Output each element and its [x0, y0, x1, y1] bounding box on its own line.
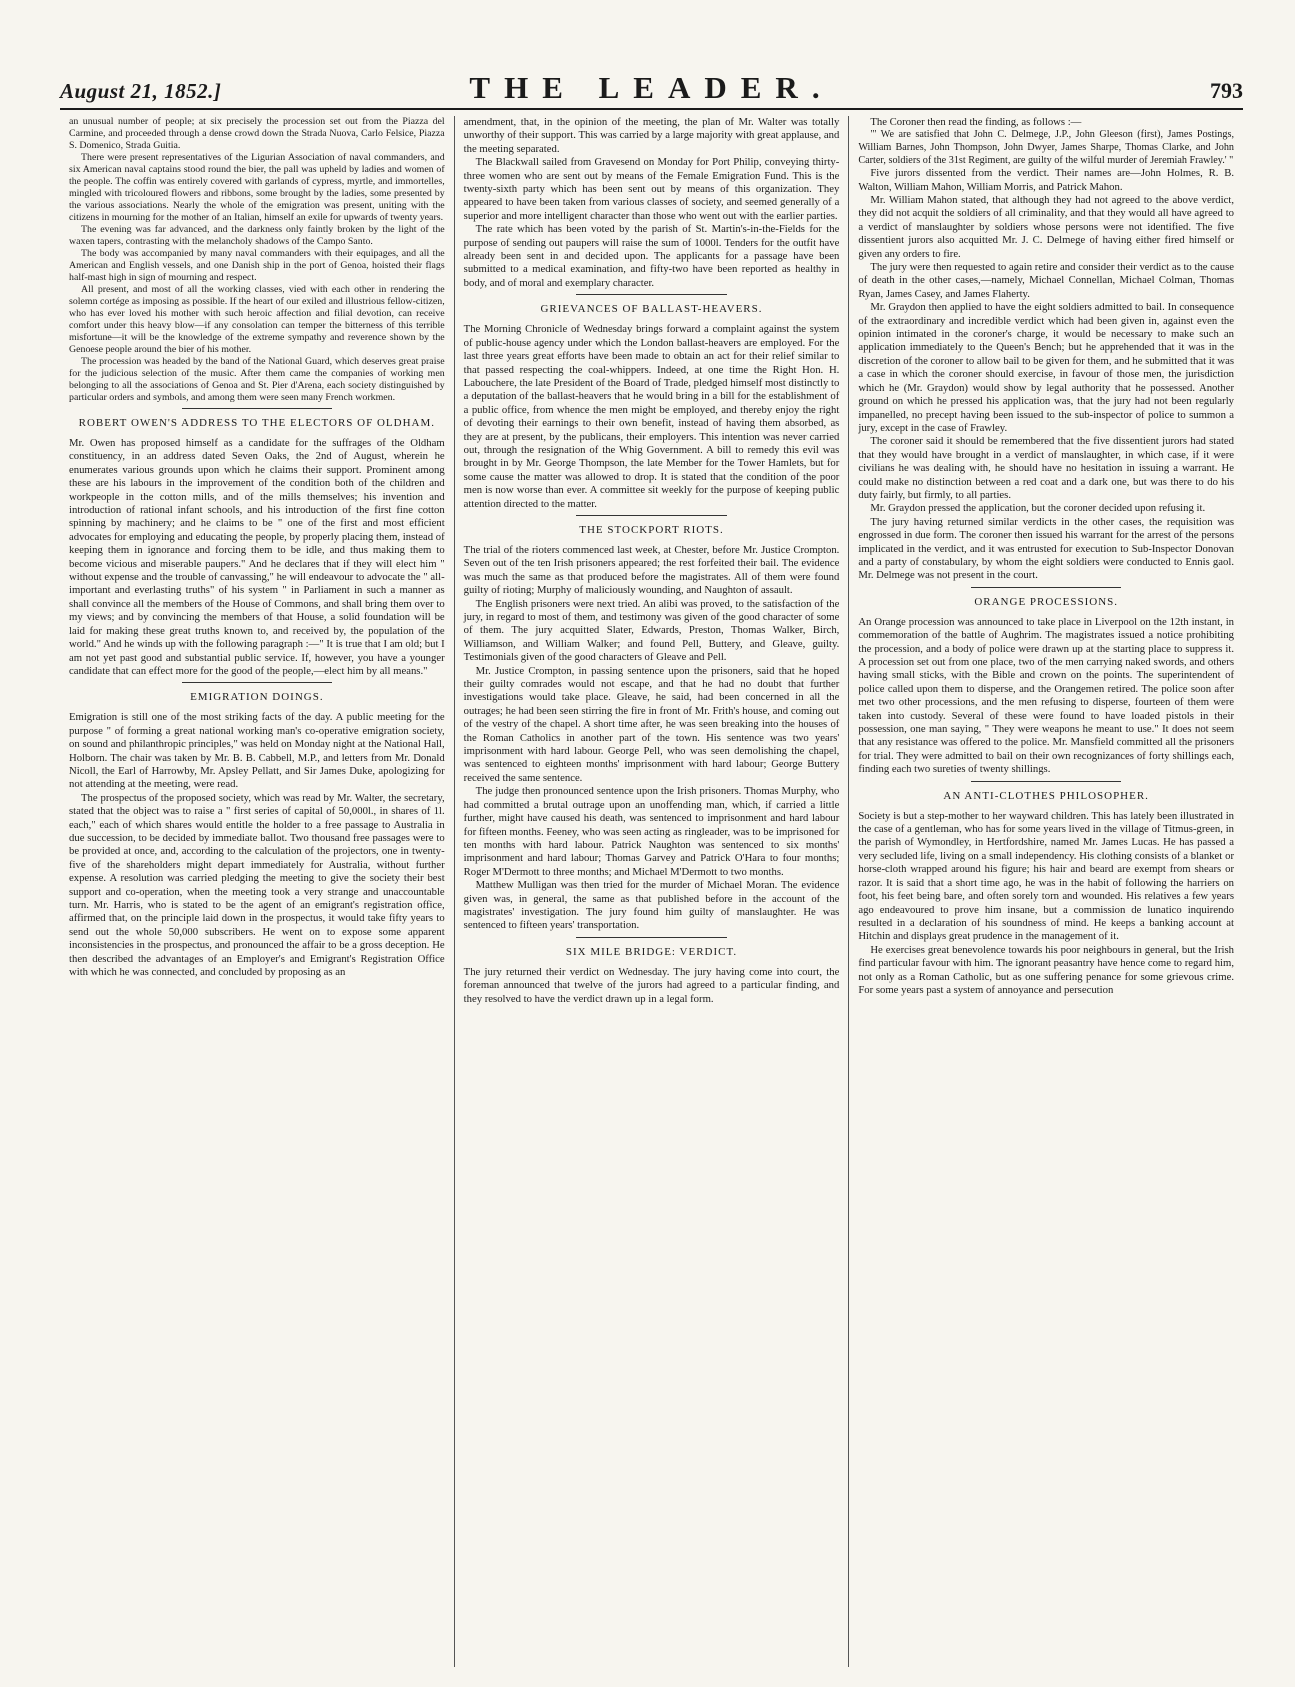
paragraph: The jury having returned similar verdicts in the other cases, the requisition was engrossed in due form. The coroner then issued his warrant for the arrest of the persons implicated in the verdict, and it was entrusted for execution to Sub-Inspector Donovan and a party of constabulary, by whom the eight soldiers were conducted to Ennis gaol. Mr. Delmege was not present in the court. — [858, 515, 1235, 582]
paragraph: The Morning Chronicle of Wednesday brings forward a complaint against the system of public-house agency under which the London ballast-heavers are employed. For the last three years great efforts have been made to obtain an act for their relief similar to that passed respecting the coal-whippers. Indeed, at one time the Right Hon. H. Labouchere, the late President of the Board of Trade, pledged himself most distinctly to a deputation of the ballast-heavers that he would bring in a bill for the establishment of a public office, from whence the men might be employed, and thereby enjoy the right of devoting their earnings to their own benefit, instead of having them absorbed, as they are at present, by the publicans, their employers. This intention was never carried out, through the resignation of the Whig Government. A bill to remedy this evil was brought in by Mr. George Thompson, the late Member for the Tower Hamlets, but for some cause the matter was allowed to drop. It is stated that the condition of the poor men is now worse than ever. A committee sit weekly for the purpose of keeping public attention directed to the matter. — [463, 323, 840, 510]
paragraph: Emigration is still one of the most striking facts of the day. A public meeting for the purpose " of forming a great national working man's co-operative emigration society, on sound and philanthropic principles," was held on Monday night at the National Hall, Holborn. The chair was taken by Mr. B. B. Cabbell, M.P., and letters from Mr. Donald Nicoll, the Earl of Harrowby, Mr. Apsley Pellatt, and Sir James Duke, apologizing for not attending at the meeting, were read. — [69, 711, 445, 791]
divider — [971, 587, 1121, 588]
divider — [182, 682, 332, 683]
paragraph: The jury returned their verdict on Wednesday. The jury having come into court, the foreman announced that twelve of the jurors had agreed to a particular finding, and they resolved to have the verdict drawn up in a legal form. — [463, 965, 840, 1005]
paragraph: He exercises great benevolence towards his poor neighbours in general, but the Irish find particular favour with him. The ignorant peasantry have hence come to regard him, not only as a Roman Catholic, but as one suffering penance for some grievous crime. For some years past a system of annoyance and persecution — [858, 943, 1235, 996]
page-number: 793 — [1210, 78, 1243, 103]
article-heading: THE STOCKPORT RIOTS. — [579, 523, 724, 536]
paragraph: An Orange procession was announced to take place in Liverpool on the 12th instant, in commemoration of the battle of Aughrim. The magistrates issued a notice prohibiting the procession, and a body of police were drawn up at the starting place to suppress it. A procession set out from one place, two of the men carrying naked swords, and others having small sticks, with the Bible and crown on the points. The superintendent of police called upon them to disperse, and the Orangemen retired. The police soon after met two other processions, and the men refusing to disperse, fourteen of them were taken into custody. Several of these were found to have loaded pistols in their possession, one man saying, " They were weapons he meant to use." It does not seem that any resistance was offered to the police. Mr. Mansfield committed all the prisoners for trial. They were admitted to bail on their own recognizances of forty shillings each, finding each two sureties of twenty shillings. — [858, 615, 1235, 776]
verdict-quote: "' We are satisfied that John C. Delmege, J.P., John Gleeson (first), James Postings, William Barnes, John Thompson, John Dwyer, James Sharpe, Thomas Clarke, and John Carter, soldiers of the 31st Regiment, are guilty of the wilful murder of Jeremiah Frawley.' " — [858, 129, 1235, 166]
paragraph: amendment, that, in the opinion of the meeting, the plan of Mr. Walter was totally unworthy of their support. This was carried by a large majority with great applause, and the meeting separated. — [463, 116, 840, 155]
paragraph: an unusual number of people; at six precisely the procession set out from the Piazza del Carmine, and proceeded through a dense crowd down the Strada Nuova, Carlo Felsice, Piazza S. Domenico, Strada Guitia. — [69, 116, 445, 151]
paragraph: The trial of the rioters commenced last week, at Chester, before Mr. Justice Crompton. Seven out of the ten Irish prisoners appeared; the rest forfeited their bail. The evidence was much the same as that produced before the magistrates. All of them were found guilty of rioting; Murphy of maliciously wounding, and Naughton of assault. — [463, 543, 840, 597]
paragraph: The Coroner then read the finding, as follows :— — [870, 116, 1082, 128]
divider — [576, 294, 726, 295]
paragraph: Matthew Mulligan was then tried for the murder of Michael Moran. The evidence given was, in general, the same as that published before in the account of the magistrates' investigation. The jury found him guilty of manslaughter. He was sentenced to fifteen years' transportation. — [463, 879, 840, 932]
paragraph: Mr. Owen has proposed himself as a candidate for the suffrages of the Oldham constituency, in an address dated Seven Oaks, the 2nd of August, wherein he enumerates various grounds upon which he claims their support. Prominent among these are his labours in the improvement of the condition both of the children and workpeople in the cotton mills, and of the mills themselves; his invention and introduction of rational infant schools, and his introduction of the first fine cotton spinning by machinery; and he claims to be " one of the first and most efficient advocates for employing and educating the people, by properly placing them, instead of keeping them in ignorance and forcing them to be idle, and thus making them to become vicious and miserable paupers." And he declares that if they will elect him " without expense and the trouble of canvassing," he will endeavour to advocate the " all-important and everlasting truths" of his system " in Parliament in such a manner as shall convince all the members of the House of Commons, and shall bring them over to my views; and by convincing the members of that House, a solid foundation will be laid for making these great truths known to, and received by, the population of the world." And he winds up with the following paragraph :—" It is true that I am old; but I am not yet past good and substantial public service. If, however, you have a younger candidate that can effect more for the good of the people,—elect him by all means." — [69, 437, 445, 677]
column-2 — [454, 116, 849, 1667]
column-3 — [848, 116, 1243, 1667]
article-heading: ROBERT OWEN'S ADDRESS TO THE ELECTORS OF OLDHAM. — [78, 417, 435, 429]
paragraph: Mr. William Mahon stated, that although they had not agreed to the above verdict, they did not acquit the soldiers of all criminality, and that they would all have agreed to a verdict of manslaughter by soldiers whose persons were not identified. The five dissentient jurors also acquitted Mr. J. C. Delmege of having either fired himself or given any orders to fire. — [858, 194, 1235, 260]
divider — [971, 781, 1121, 782]
paragraph: The coroner said it should be remembered that the five dissentient jurors had stated that they would have brought in a verdict of manslaughter, in which case, if it were civilians he was dealing with, he should have no hesitation in issuing a warrant. He could make no distinction between a red coat and a dark one, but was there to do his duty fairly, but firmly, to all parties. — [858, 435, 1235, 501]
article-heading: GRIEVANCES OF BALLAST-HEAVERS. — [540, 303, 763, 316]
paragraph: Mr. Graydon pressed the application, but the coroner decided upon refusing it. — [870, 502, 1206, 515]
paragraph: Mr. Justice Crompton, in passing sentence upon the prisoners, said that he hoped their guilty comrades would not escape, and that he had no doubt that further investigations would take place. Gleave, he said, had been concerned in all the outrages; he had been seen stirring the fire in front of Mr. Frith's house, and coming out of the vestry of the chapel. A short time after, he was seen breaking into the houses of the Roman Catholics in another part of the town. His sentence was two years' imprisonment with hard labour. George Pell, who was seen demolishing the chapel, was sentenced to eighteen months' imprisonment with hard labour; George Buttery received the same sentence. — [463, 664, 840, 784]
paragraph: The jury were then requested to again retire and consider their verdict as to the cause of death in the other cases,—namely, Michael Connellan, Michael Colman, Thomas Ryan, James Casey, and James Flaherty. — [858, 261, 1235, 300]
paragraph: The Blackwall sailed from Gravesend on Monday for Port Philip, conveying thirty-three women who are sent out by means of the Female Emigration Fund. This is the twenty-sixth party which has been sent out by means of this organization. They appeared to have been taken from various classes of society, and seemed generally of a superior and more intelligent character than those who went out with the earlier parties. — [463, 156, 840, 222]
issue-date: August 21, 1852.] — [60, 79, 222, 103]
masthead — [60, 70, 1243, 110]
paragraph: The procession was headed by the band of the National Guard, which deserves great praise for the judicious selection of the music. After them came the companies of working men belonging to all the associations of Genoa and St. Pier d'Arena, each society distinguished by particular orders and symbols, and among them were seen many French workmen. — [69, 356, 445, 403]
paragraph: All present, and most of all the working classes, vied with each other in rendering the solemn cortége as imposing as possible. If the heart of our exiled and illustrious fellow-citizen, who has ever loved his mother with such heroic affection and filial devotion, can receive comfort under this heavy blow—if any consolation can temper the bitterness of this terrible misfortune—it will be the knowledge of the extreme sympathy and reverence shown by the Genoese people around the bier of his mother. — [69, 284, 445, 355]
article-heading: ORANGE PROCESSIONS. — [974, 595, 1119, 608]
divider — [182, 408, 332, 409]
paragraph: Society is but a step-mother to her wayward children. This has lately been illustrated in the case of a gentleman, who has for some years lived in the village of Titmus-green, in the parish of Wymondley, in Hertfordshire, named Mr. James Lucas. He has passed a very secluded life, living on a small independency. His clothing consists of a blanket or horse-cloth wrapped around his figure; his hair and beard are exempt from shears or razor. It is said that a short time ago, he was in the habit of following the harriers on foot, his feet being bare, and often sorely torn and wounded. His relatives a few years ago endeavoured to prove him insane, but a commission de lunatico inquirendo resulted in a declaration of his soundness of mind. He keeps a banking account at Hitchin and displays great prudence in the management of it. — [858, 809, 1235, 943]
divider — [576, 515, 726, 516]
paragraph: The prospectus of the proposed society, which was read by Mr. Walter, the secretary, stated that the object was to raise a " first series of capital of 50,000l., in shares of 1l. each," each of which shares would entitle the holder to a free passage to Australia in due succession, to be decided by immediate ballot. Two thousand free passages were to be provided at once, and, according to the calculation of the projectors, one in twenty-five of the shareholders might depart immediately for Australia, without further expense. A resolution was carried pledging the meeting to give the society their best support and co-operation, when the meeting took a very strange and unaccountable turn. Mr. Harris, who is stated to be the agent of an emigrant's registration office, affirmed that, on the principle laid down in the prospectus, it would take fifty years to send out the whole 50,000 subscribers. He went on to expose some apparent inconsistencies in the prospectus, and pronounced the affair to be a gross deception. He then described the advantages of an Employer's and Emigrant's Registration Office with which he was connected, and concluded by proposing as an — [69, 791, 445, 979]
paragraph: The evening was far advanced, and the darkness only faintly broken by the light of the waxen tapers, contrasting with the melancholy shadows of the Campo Santo. — [69, 224, 445, 247]
paragraph: The judge then pronounced sentence upon the Irish prisoners. Thomas Murphy, who had committed a brutal outrage upon an unoffending man, which, if carried a little further, might have caused his death, was sentenced to imprisonment and hard labour for fifteen months. Feeney, who was seen acting as ringleader, was to be imprisoned for ten months with hard labour. Patrick Naughton was sentenced to six months' imprisonment and hard labour; Thomas Garvey and Patrick O'Hara to four months; Roger M'Dermott to three months; and Michael M'Dermott to two months. — [463, 785, 840, 878]
article-heading: AN ANTI-CLOTHES PHILOSOPHER. — [943, 789, 1149, 802]
article-heading: EMIGRATION DOINGS. — [190, 691, 324, 704]
paragraph: There were present representatives of the Ligurian Association of naval commanders, and six American naval captains stood round the bier, the pall was upheld by ladies and women of the people. The coffin was entirely covered with garlands of cypress, myrtle, and immortelles, mingled with tricoloured flowers and ribbons, some brought by the ladies, some presented by the various associations. Nearly the whole of the emigration was present, uniting with the citizens in mourning for the mother of an Italian, himself an exile for upwards of twenty years. — [69, 152, 445, 223]
paragraph: The rate which has been voted by the parish of St. Martin's-in-the-Fields for the purpose of sending out paupers will raise the sum of 1000l. Tenders for the outfit have already been sent in and decided upon. The applicants for a passage have been submitted to a medical examination, and fifty-two have been reported as healthy in body, and of moral and exemplary character. — [463, 223, 840, 289]
newspaper-title: THE LEADER. — [469, 70, 834, 105]
divider — [576, 937, 726, 938]
article-columns — [60, 116, 1243, 1667]
paragraph: The body was accompanied by many naval commanders with their equipages, and all the American and English vessels, and one Danish ship in the port of Genoa, hoisted their flags half-mast high in sign of mourning and respect. — [69, 248, 445, 283]
paragraph: Mr. Graydon then applied to have the eight soldiers admitted to bail. In consequence of the extraordinary and incredible verdict which had been given in, against even the opinion intimated in the coroner's charge, it would be necessary to make such an application immediately to the Queen's Bench; but he apprehended that it was in the discretion of the coroner to allow bail to be given for them, and he submitted that it was a case in which the coroner should exercise, in favour of those men, the jurisdiction which he (Mr. Graydon) would show by legal authority that he possessed. Another ground on which he pressed his application was, that the jury had not been regularly impanelled, no precept having been issued to the sub-inspector of police to summon a jury, except in the case of Frawley. — [858, 301, 1235, 434]
paragraph: The English prisoners were next tried. An alibi was proved, to the satisfaction of the jury, in regard to most of them, and testimony was given of the good character of some of them. The jury acquitted Slater, Edwards, Preston, Thomas Walker, Birch, Williamson, and William Walker; and found Pell, Buttery, and Gleave, guilty. Testimonials given of the good characters of Gleave and Pell. — [463, 597, 840, 664]
article-heading: SIX MILE BRIDGE: VERDICT. — [565, 945, 738, 958]
column-1 — [60, 116, 454, 1667]
paragraph: Five jurors dissented from the verdict. Their names are—John Holmes, R. B. Walton, William Mahon, William Morris, and Patrick Mahon. — [858, 167, 1235, 193]
